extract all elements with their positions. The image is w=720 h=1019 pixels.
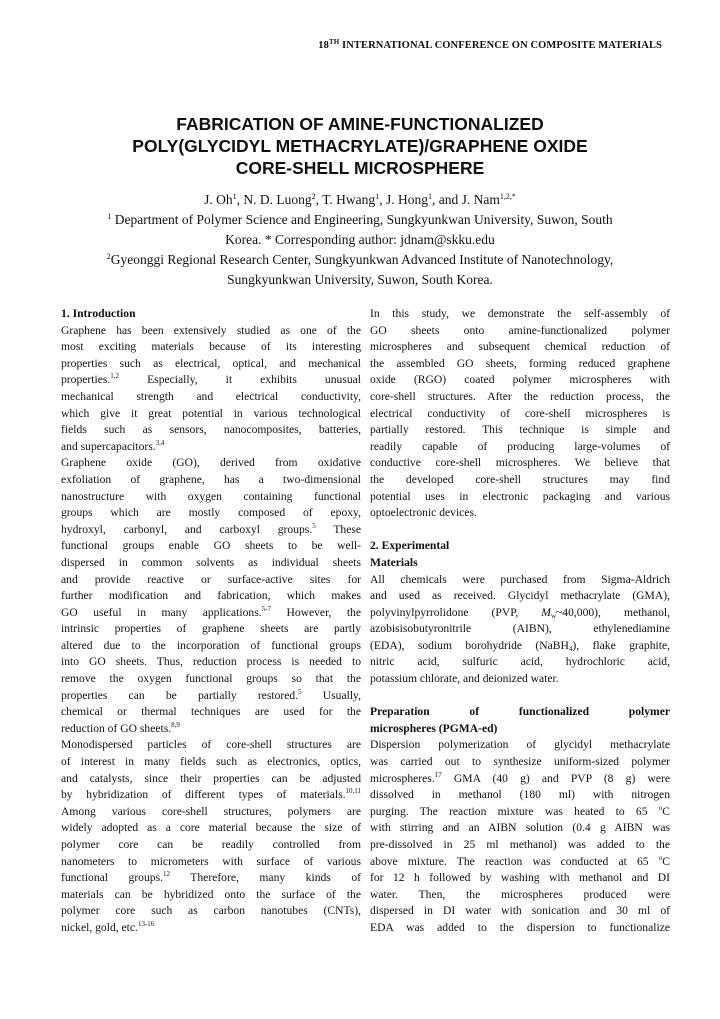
affiliation-mark: 1 [107,212,112,221]
left-column [61,306,361,937]
author-affiliation-mark: 1 [232,192,237,201]
title-line: CORE-SHELL MICROSPHERE [235,158,485,178]
body-text-line: functional groups enable GO sheets to be well- [61,539,361,553]
body-text-line: of interest in many fields such as electronics, optics, [61,755,361,769]
body-text-line: above mixture. The reaction was conducted at 65 $^o$C [370,853,670,868]
body-text-line: oxide (RGO) coated polymer microspheres with [370,373,670,387]
body-text-line: microspheres.$^{17}$ GMA (40 g) and PVP (8 g) were [370,770,670,785]
body-text-line: dispersed in DI water with sonication and 30 ml of [370,904,670,918]
body-text-line: the assembled GO sheets, forming reduced graphene [370,356,670,370]
right-column [370,306,670,937]
body-text-line: mechanical strength and electrical conductivity, [61,389,361,403]
author-affiliation-mark: 2 [311,192,316,201]
body-text-line: and used as received. Glycidyl methacrylate (GMA), [370,589,670,603]
title-line: FABRICATION OF AMINE-FUNCTIONALIZED [176,114,544,134]
body-text-line: pre-dissolved in 25 ml methanol) was added to the [370,838,670,851]
body-text-line: All chemicals were purchased from Sigma-Aldrich [370,572,670,586]
author-affiliation-mark: 1,2,* [499,192,516,201]
author-name: N. D. Luong [243,192,312,207]
affiliation-2-line-2: Sungkyunkwan University, Suwon, South Korea. [227,272,493,287]
body-text-line: intrinsic properties of graphene sheets are partly [61,622,361,636]
body-text-line: EDA was added to the dispersion to functionalize [370,920,670,934]
body-text-line: nitric acid, sulfuric acid, hydrochloric acid, [370,655,670,669]
author-name: J. Oh [204,192,233,207]
body-text-line: which give it great potential in various technological [61,406,361,420]
body-text-line: potassium chlorate, and deionized water. [370,672,559,686]
body-text-line: and catalysts, since their properties can be adjusted [61,771,361,785]
affiliation-2-line-1 [40,250,680,270]
section-heading-line: 1. Introduction [61,307,136,320]
author-separator: , [379,192,386,207]
body-text-line: azobisisobutyronitrile (AIBN), ethylenediamine [370,622,670,636]
body-text-line: further modification and fabrication, which makes [61,589,361,603]
conference-header [318,40,662,51]
affiliation-mark: 2 [106,252,111,261]
body-text-line: the developed core-shell structures may find [370,472,670,486]
conference-name: INTERNATIONAL CONFERENCE ON COMPOSITE MATERIALS [339,40,662,51]
author-separator: , [236,192,244,207]
author-block [40,190,680,290]
author-affiliation-mark: 1 [427,192,432,201]
body-text-line: hydroxyl, carbonyl, and carboxyl groups.$^5$ These [61,521,361,536]
body-text-line: most exciting materials because of its interesting [61,340,361,354]
body-text-line: purging. The reaction mixture was heated to 65 $^o$C [370,803,670,818]
affiliation-text: Department of Polymer Science and Engineering, Sungkyunkwan University, Suwon, South [111,212,613,227]
body-text-line: by hybridization of different types of materials.$^{10,11}$ [61,787,361,802]
body-text-line: polymer core such as carbon nanotubes (CNTs), [61,904,361,918]
author-affiliation-mark: 1 [375,192,380,201]
author-list [40,190,680,210]
paragraph-gap [370,688,670,705]
author-separator: , [315,192,323,207]
body-text-line: fields such as sensors, nanocomposites, batteries, [61,423,361,437]
body-text-line: polyvinylpyrrolidone (PVP, $M_w\sim 40,000$), methanol, [370,605,670,620]
body-text-line: and supercapacitors.$^{3,4}$ [61,438,165,453]
title-line: POLY(GLYCIDYL METHACRYLATE)/GRAPHENE OXIDE [132,136,588,156]
section-heading-line: 2. Experimental [370,539,450,553]
body-text-line: chemical or thermal techniques are used for the [61,705,361,719]
body-text-line: Among various core-shell structures, polymers are [61,804,361,818]
body-text-line: core-shell structures. After the reduction process, the [370,389,670,403]
body-text-line: dissolved in methanol (180 ml) with nitrogen [370,788,670,802]
body-text-line: altered due to the incorporation of functional groups [61,638,361,652]
body-text-line: properties can be partially restored.$^5$ Usually, [61,687,361,702]
body-text-line: (EDA), sodium borohydride (NaBH$_4$), flake graphite, [370,638,670,653]
body-text-line: and provide reactive or surface-active sites for [61,572,361,586]
body-text-line: nanostructure with oxygen containing functional [61,489,361,503]
affiliation-1-line-2: Korea. * Corresponding author: jdnam@skku.edu [225,232,495,247]
paper-title [60,113,660,179]
body-text-line: In this study, we demonstrate the self-assembly of [370,307,670,320]
body-text-line: for 12 h followed by washing with methanol and DI [370,871,670,885]
body-text-line: properties.$^{1,2}$ Especially, it exhibits unusual [61,372,361,387]
affiliation-text: Gyeonggi Regional Research Center, Sungkyunkwan Advanced Institute of Nanotechnology, [110,252,614,267]
body-text-line: reduction of GO sheets.$^{8,9}$ [61,720,180,735]
body-text-line: functional groups.$^{12}$ Therefore, many kinds of [61,870,361,885]
body-text-line: with stirring and an AIBN solution (0.4 g AIBN was [370,821,670,835]
section-heading-line: microspheres (PGMA-ed) [370,721,498,735]
body-text-line: materials can be hybridized onto the surface of the [61,887,361,901]
body-text-line: GO useful in many applications.$^{5-7}$ However, the [61,604,362,619]
body-text-line: into GO sheets. Thus, reduction process is needed to [61,655,361,669]
body-text-line: nickel, gold, etc.$^{13-16}$ [61,919,155,934]
body-text-line: was carried out to synthesize uniform-sized polymer [370,755,670,769]
body-text-line: nanometers to micrometers with surface of various [61,854,361,868]
body-text-line: Graphene oxide (GO), derived from oxidative [61,456,361,470]
section-heading-line: Materials [370,555,418,569]
body-text-line: water. Then, the microspheres produced were [370,887,670,901]
body-text-line: remove the oxygen functional groups so that the [61,672,361,686]
conference-number: 18 [318,40,329,51]
paragraph-gap [370,522,670,539]
body-text-line: polymer core can be readily controlled from [61,838,361,851]
body-text-line: properties such as electrical, optical, and mechanical [61,356,361,370]
author-name: T. Hwang [322,192,376,207]
body-text-line: potential uses in electronic packaging and various [370,489,670,503]
body-text-line: conductive core-shell microspheres. We believe that [370,456,670,470]
body-text-line: Monodispersed particles of core-shell structures are [61,738,361,752]
author-name: J. Hong [385,192,428,207]
body-text-line: electrical conductivity of core-shell microspheres is [370,406,670,420]
author-separator: , and [431,192,462,207]
affiliation-1-line-1 [40,210,680,230]
author-name: J. Nam [461,192,500,207]
body-text-line: widely adopted as a core material because the size of [61,821,361,835]
body-text-line: readily capable of producing large-volumes of [370,439,670,453]
body-text-line: GO sheets onto amine-functionalized polymer [370,323,670,337]
body-text-line: dispersed in common solvents as individual sheets [61,555,361,569]
section-heading-line: Preparation of functionalized polymer [370,705,670,719]
body-text-line: microspheres and subsequent chemical reduction of [370,340,670,354]
body-text-line: groups which are mostly composed of epoxy, [61,506,361,520]
conference-number-suffix: TH [329,38,340,46]
body-text-line: Graphene has been extensively studied as one of the [61,323,361,337]
body-text-line: optoelectronic devices. [370,506,477,520]
body-text-line: partially restored. This technique is simple and [370,423,670,437]
body-text-line: exfoliation of graphene, has a two-dimensional [61,472,361,486]
body-text-line: Dispersion polymerization of glycidyl methacrylate [370,738,670,752]
